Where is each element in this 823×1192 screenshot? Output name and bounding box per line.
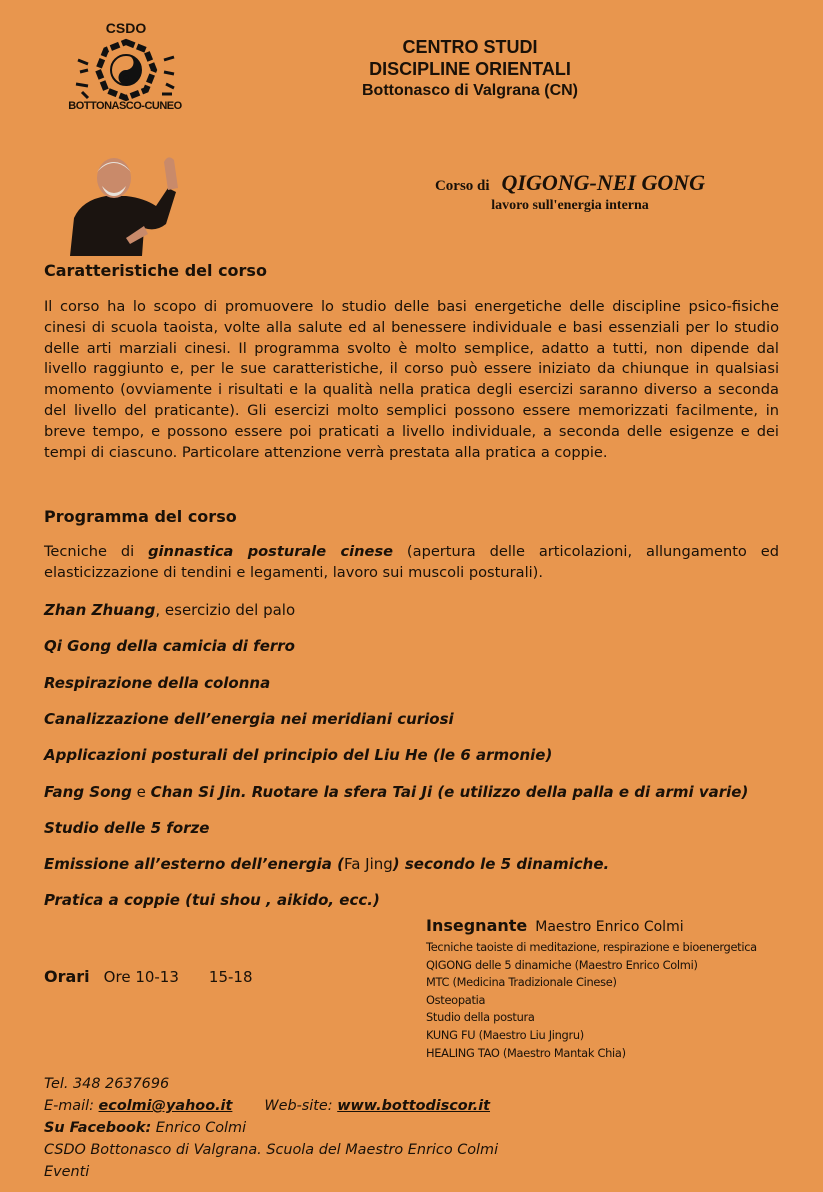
phone-number: Tel. 348 2637696 — [44, 1076, 170, 1092]
program-intro-emphasis: ginnastica posturale cinese — [148, 543, 394, 560]
schedule-time-morning: Ore 10-13 — [103, 968, 179, 986]
program-item-name: Zhan Zhuang — [44, 601, 156, 619]
facebook-line — [44, 1117, 498, 1139]
organization-header — [300, 36, 640, 102]
program-item — [44, 855, 609, 873]
course-title — [370, 170, 770, 214]
email-label: E-mail: — [44, 1098, 99, 1114]
teacher-photo — [64, 148, 194, 256]
section-title-program: Programma del corso — [44, 507, 237, 526]
schedule-label: Orari — [44, 967, 90, 986]
program-item: Respirazione della colonna — [44, 674, 271, 692]
qualification-item: Osteopatia — [426, 992, 486, 1007]
program-item — [44, 783, 748, 801]
web-label: Web-site: — [264, 1098, 338, 1114]
logo-caption: BOTTONASCO-CUNEO — [68, 100, 182, 112]
school-line: CSDO Bottonasco di Valgrana. Scuola del Maestro Enrico Colmi — [44, 1142, 499, 1158]
course-prefix: Corso di — [434, 178, 490, 194]
program-intro-text: Tecniche di — [44, 543, 149, 560]
facebook-name: Enrico Colmi — [151, 1120, 247, 1136]
email-link[interactable]: ecolmi@yahoo.it — [98, 1098, 233, 1114]
program-item-conj: e — [131, 783, 151, 801]
qualification-item: Tecniche taoiste di meditazione, respirazione e bioenergetica — [426, 940, 757, 954]
section-title-characteristics: Caratteristiche del corso — [44, 261, 267, 280]
characteristics-paragraph: Il corso ha lo scopo di promuovere lo studio delle basi energetiche delle discipline psico-fisiche cinesi di scuola taoista, volte alla salute ed al benessere individuale e basi essenziali per lo studio delle arti marziali cinesi. Il programma svolto è molto semplice, adatto a tutti, non dipende dal livello raggiunto e, per le sue caratteristiche, il corso può essere iniziato da chiunque in qualsiasi momento (ovviamente i risultati e la qualità nella pratica degli esercizi saranno diverso a seconda del livello del praticante). Gli esercizi molto semplici possono essere memorizzati facilmente, in breve tempo, e possono essere poi praticati a livello individuale, a seconda delle esigenze e dei tempi di ciascuno. Particolare attenzione verrà prestata alla pratica a coppie. — [44, 298, 779, 461]
events-line: Eventi — [44, 1164, 90, 1180]
teacher-qualifications — [426, 939, 816, 1062]
program-item: Applicazioni posturali del principio del Liu He (le 6 armonie) — [44, 746, 553, 764]
website-link[interactable]: www.bottodiscor.it — [337, 1098, 491, 1114]
header-line-1: CENTRO STUDI — [402, 37, 538, 57]
program-item: Qi Gong della camicia di ferro — [44, 637, 295, 655]
teacher-info — [426, 916, 816, 1062]
program-item-term: Fa Jing — [343, 855, 393, 873]
program-intro-rest: (apertura delle articolazioni, allungamento ed elasticizzazione di tendini e legamenti, lavoro sui muscoli posturali). — [44, 543, 779, 581]
program-item: Canalizzazione dell’energia nei meridiani curiosi — [44, 710, 454, 728]
program-item-text: Emissione all’esterno dell’energia ( — [44, 855, 344, 873]
program-intro — [44, 542, 779, 584]
qualification-item: MTC (Medicina Tradizionale Cinese) — [426, 975, 617, 990]
qualification-item: KUNG FU (Maestro Liu Jingru) — [426, 1027, 584, 1042]
program-item: Studio delle 5 forze — [44, 819, 210, 837]
schedule-time-afternoon: 15-18 — [208, 968, 253, 986]
email-web-line — [44, 1095, 498, 1117]
course-subtitle: lavoro sull'energia interna — [491, 198, 649, 213]
program-item-rest: ) secondo le 5 dinamiche. — [392, 855, 610, 873]
contacts — [44, 1073, 498, 1183]
header-line-2: DISCIPLINE ORIENTALI — [369, 59, 571, 79]
program-item: Pratica a coppie (tui shou , aikido, ecc.) — [44, 891, 380, 909]
schedule — [44, 967, 253, 986]
course-name: QIGONG-NEI GONG — [501, 170, 706, 195]
program-item-rest: Chan Si Jin. Ruotare la sfera Tai Ji (e utilizzo della palla e di armi varie) — [150, 783, 749, 801]
header-line-3: Bottonasco di Valgrana (CN) — [361, 82, 579, 99]
program-item-desc: , esercizio del palo — [155, 601, 296, 619]
program-item-name: Fang Song — [44, 783, 132, 801]
qualification-item: QIGONG delle 5 dinamiche (Maestro Enrico Colmi) — [426, 957, 698, 972]
qualification-item: Studio della postura — [426, 1010, 535, 1025]
teacher-label: Insegnante — [426, 916, 528, 935]
program-item — [44, 601, 295, 619]
logo-arc-text: CSDO — [105, 20, 147, 36]
qualification-item: HEALING TAO (Maestro Mantak Chia) — [426, 1045, 626, 1060]
teacher-name: Maestro Enrico Colmi — [535, 919, 684, 935]
facebook-label: Su Facebook: — [44, 1120, 152, 1136]
